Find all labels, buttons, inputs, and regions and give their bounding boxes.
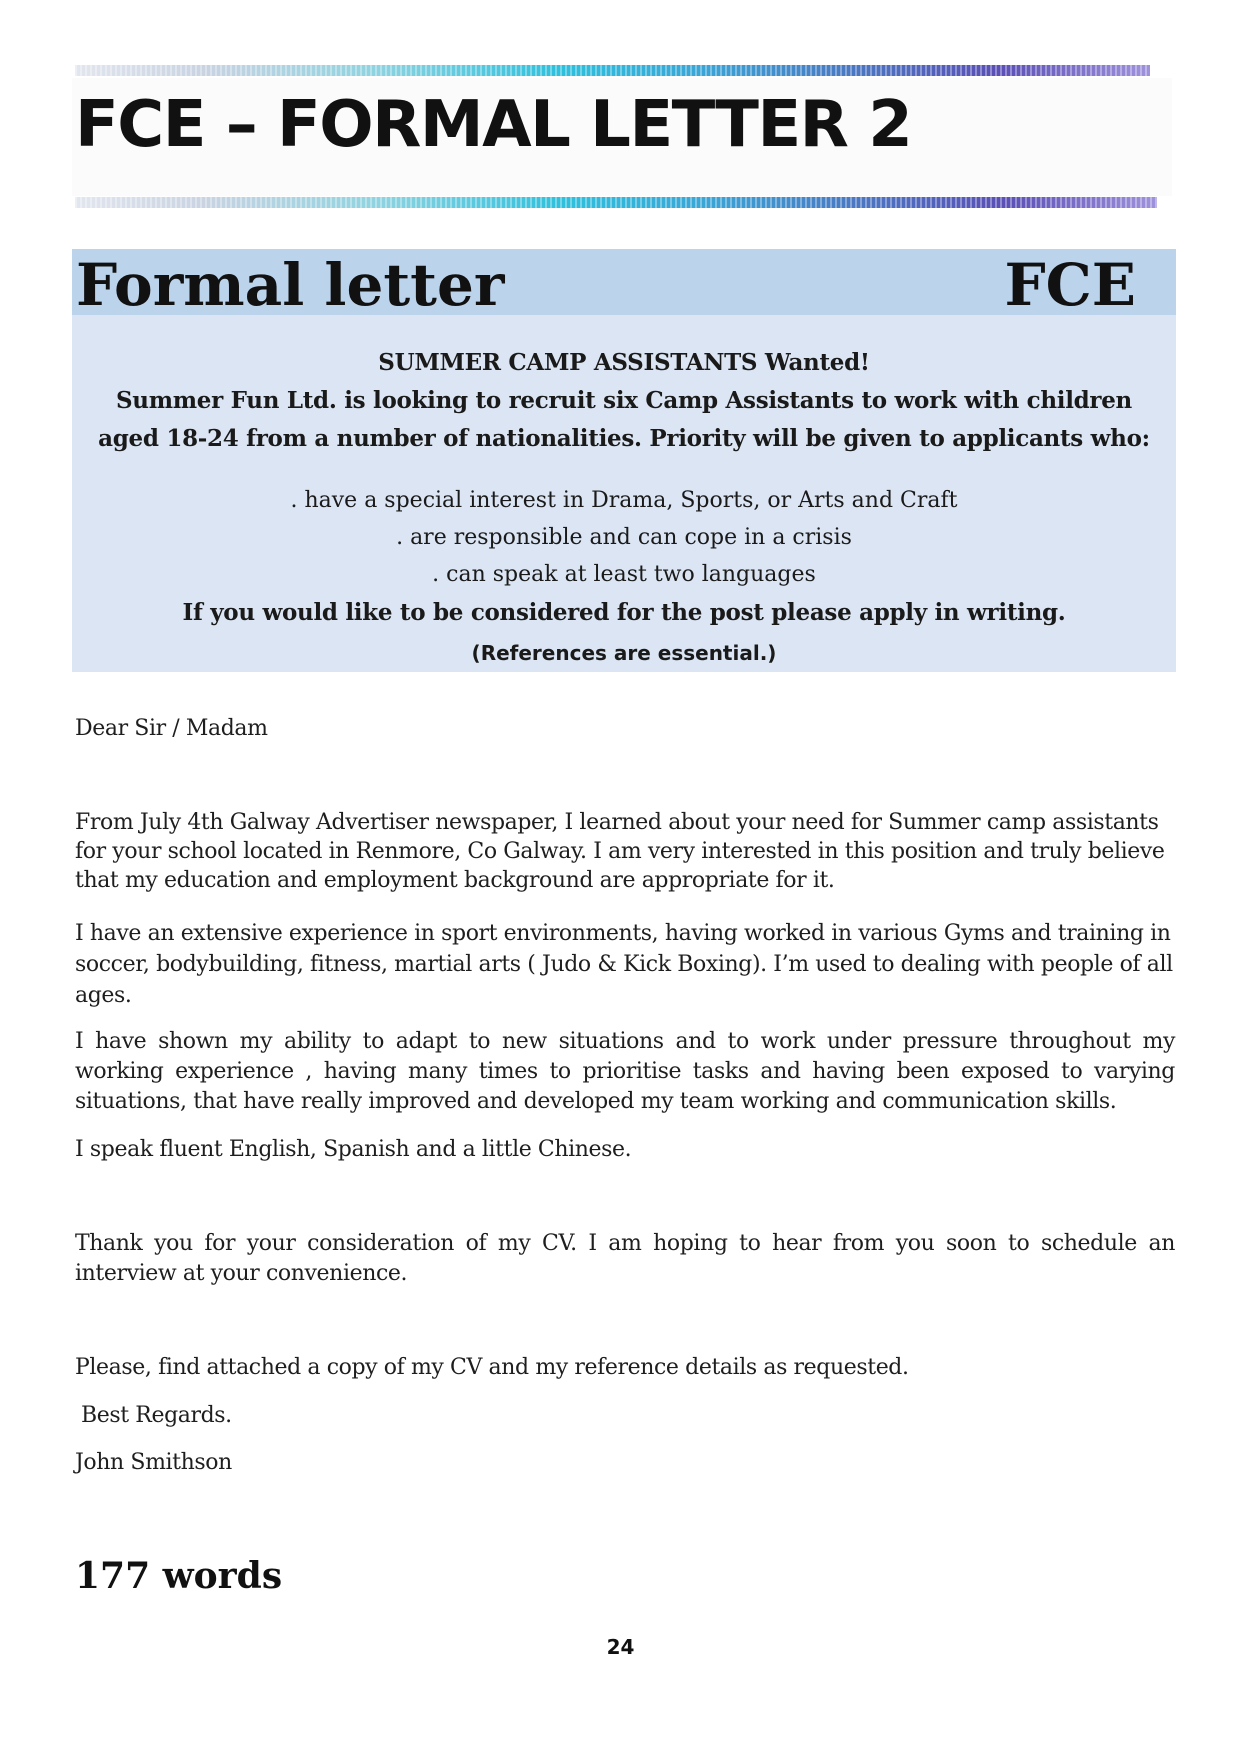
advert-requirement: . have a special interest in Drama, Sports, or Arts and Craft <box>290 488 958 513</box>
decorative-bar-bottom <box>75 197 1157 208</box>
letter-paragraph: From July 4th Galway Advertiser newspaper, I learned about your need for Summer camp assistants for your school located in Renmore, Co Galway. I am very interested in this position and truly believe that my education and employment background are appropriate for it. <box>75 810 1165 893</box>
advert-call-to-action: If you would like to be considered for the post please apply in writing. <box>182 599 1066 626</box>
advert-box <box>72 249 1176 672</box>
letter-closing: Best Regards. <box>81 1403 232 1428</box>
advert-note: (References are essential.) <box>471 641 777 665</box>
advert-heading-left: Formal letter <box>76 251 505 319</box>
page-number: 24 <box>606 1635 635 1659</box>
letter-paragraph: I have shown my ability to adapt to new situations and to work under pressure throughout my working experience , having many times to prioritise tasks and having been exposed to varying situations, that have really improved and developed my team working and communication skills. <box>75 1029 1175 1114</box>
advert-intro-line-2: aged 18-24 from a number of nationalities. Priority will be given to applicants who: <box>98 425 1150 452</box>
letter-paragraph: I speak fluent English, Spanish and a little Chinese. <box>75 1137 632 1162</box>
letter-paragraph: Thank you for your consideration of my CV. I am hoping to hear from you soon to schedule an interview at your convenience. <box>75 1231 1175 1286</box>
advert-intro-line-1: Summer Fun Ltd. is looking to recruit six Camp Assistants to work with children <box>116 387 1132 414</box>
advert-headline: SUMMER CAMP ASSISTANTS Wanted! <box>378 349 870 376</box>
word-count: 177 words <box>75 1555 283 1597</box>
advert-header <box>72 249 1176 319</box>
page-title: FCE – FORMAL LETTER 2 <box>75 88 912 162</box>
advert-heading-right: FCE <box>1004 251 1136 319</box>
letter-signature: John Smithson <box>75 1450 232 1475</box>
decorative-bar-top <box>75 65 1150 76</box>
advert-requirement: . can speak at least two languages <box>432 562 816 587</box>
letter-paragraph: I have an extensive experience in sport environments, having worked in various Gyms and training in soccer, bodybuilding, fitness, martial arts ( Judo & Kick Boxing). I’m used to dealing with people of all ages. <box>75 921 1173 1008</box>
letter-paragraph: Please, find attached a copy of my CV and my reference details as requested. <box>75 1355 909 1380</box>
advert-requirement: . are responsible and can cope in a crisis <box>396 525 852 550</box>
letter-salutation: Dear Sir / Madam <box>75 716 268 741</box>
